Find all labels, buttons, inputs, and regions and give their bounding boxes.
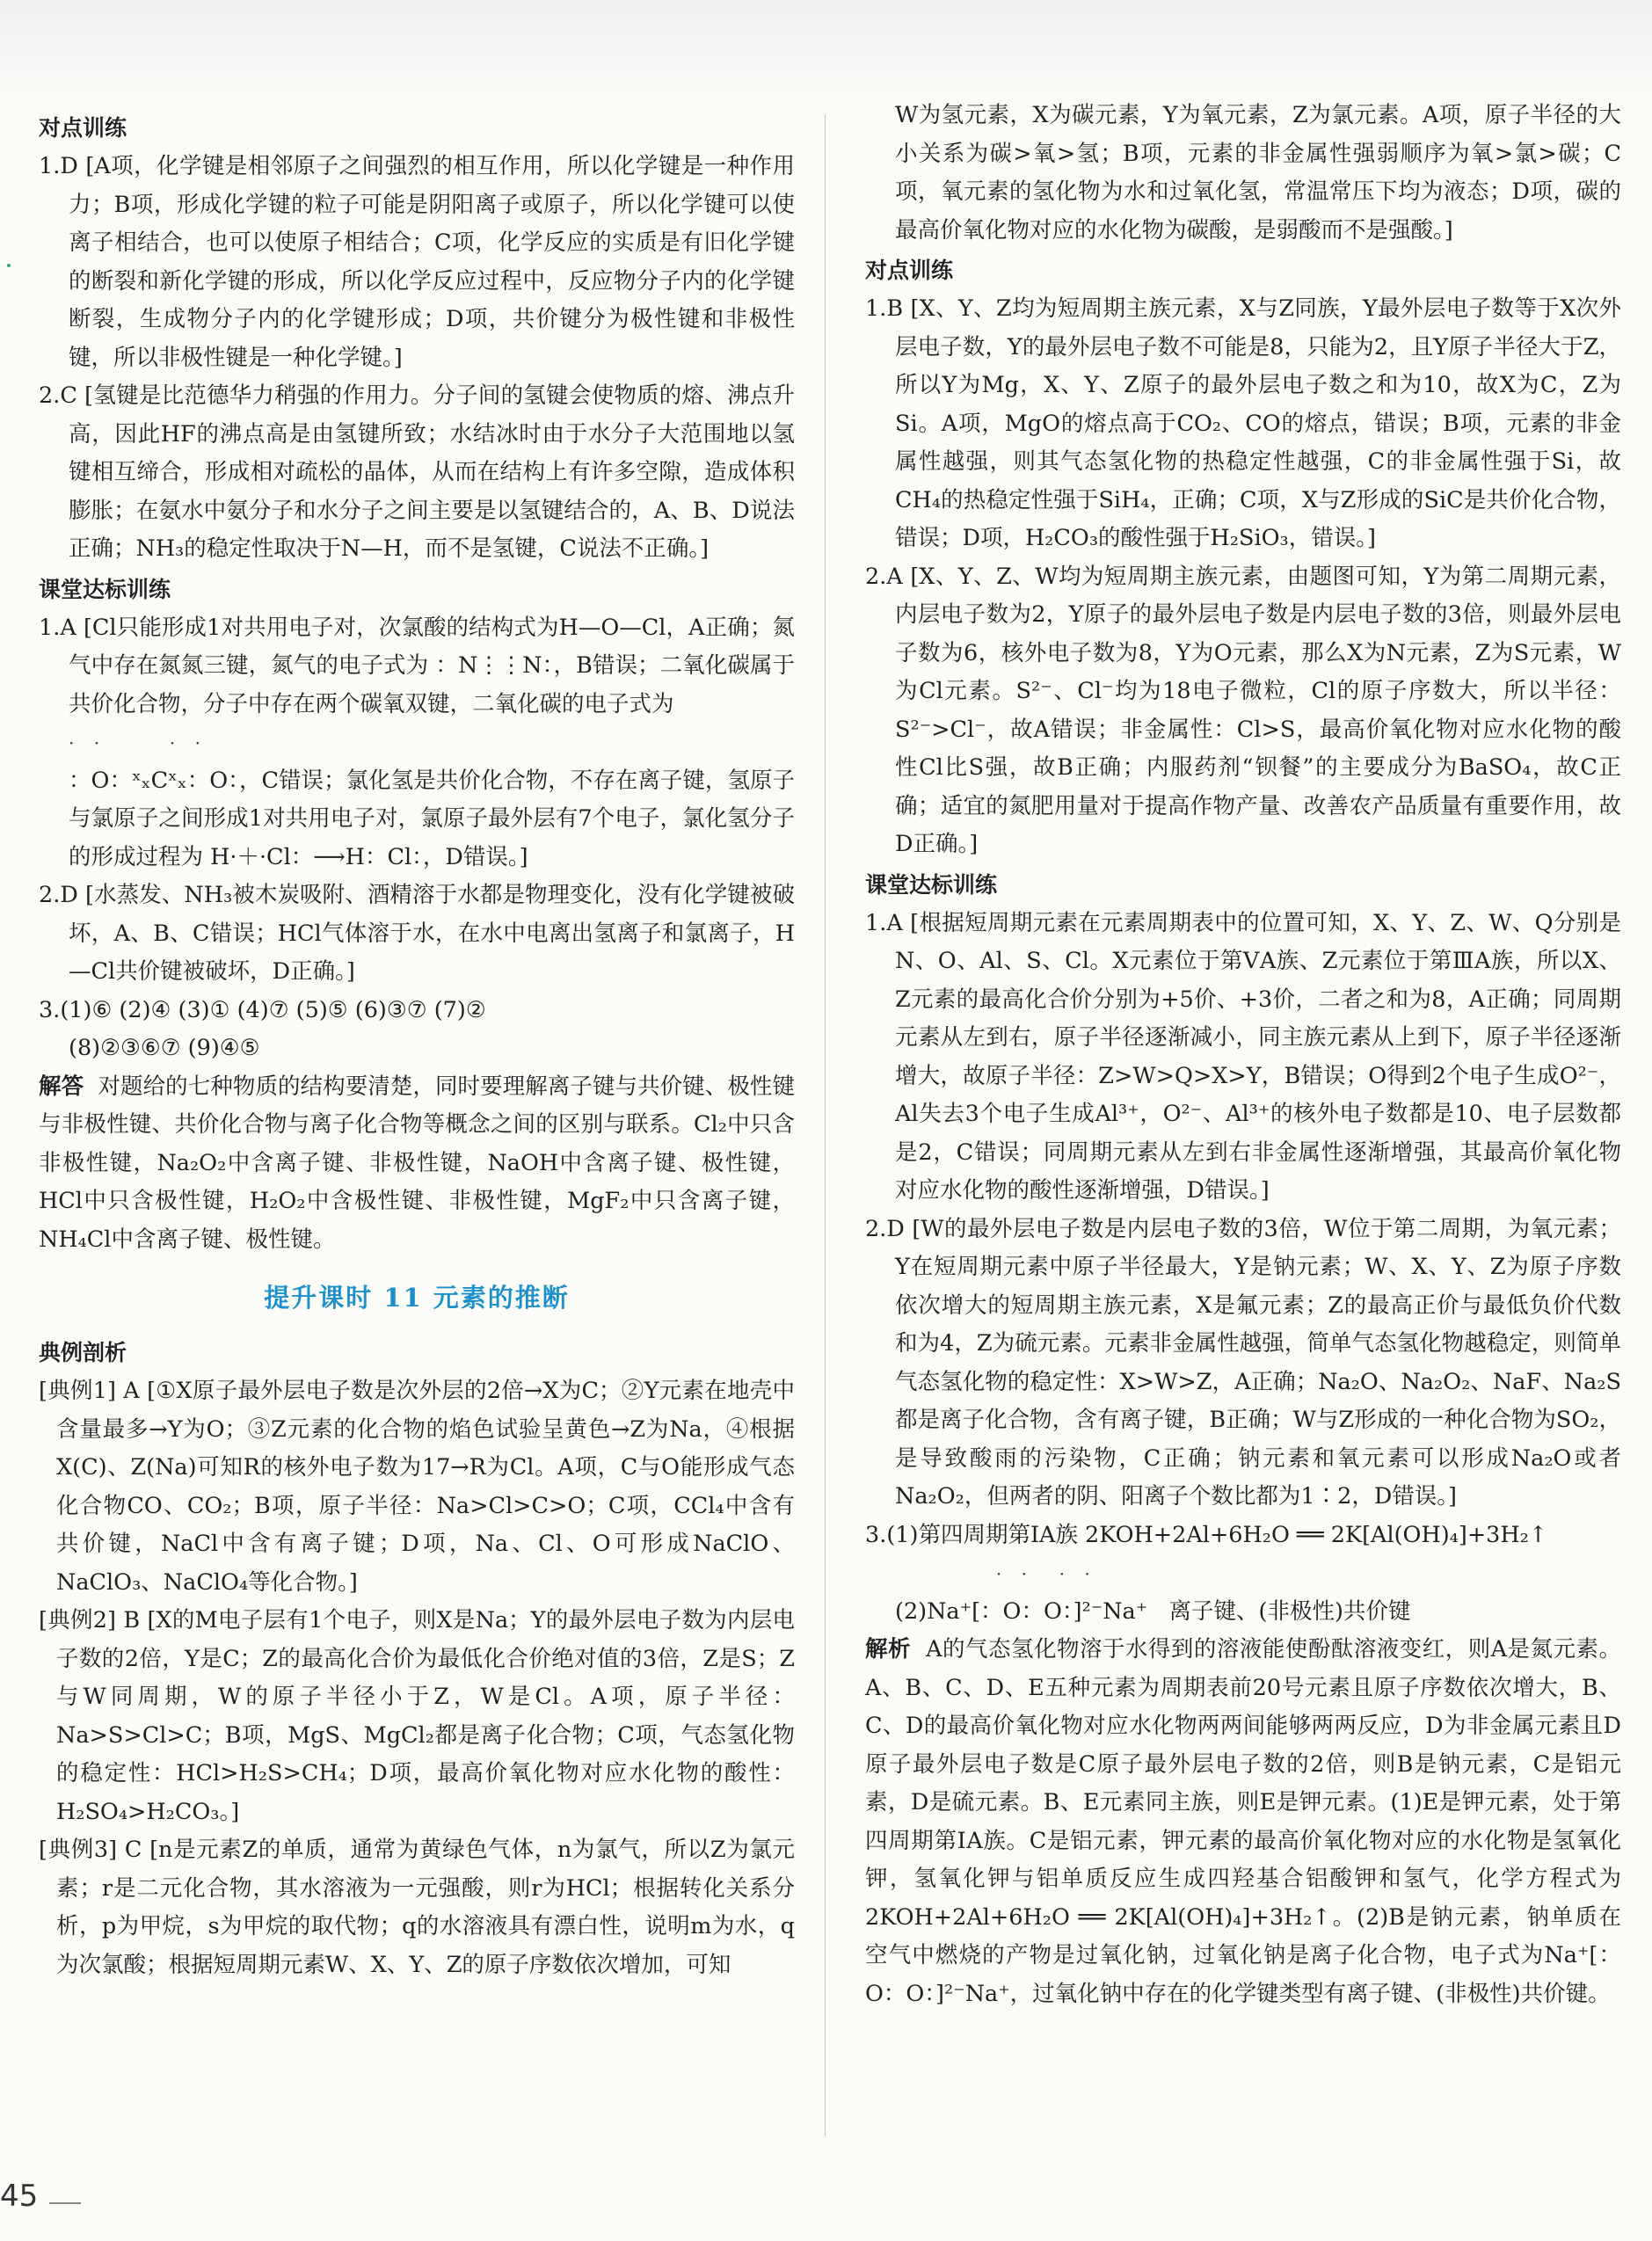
answer-item: 2.C [氢键是比范德华力稍强的作用力。分子间的氢键会使物质的熔、沸点升高，因此HF的沸点高是由氢键所致；水结冰时由于水分子大范围地以氢键相互缔合，形成相对疏松的晶体，从而在结构上有许多空隙，造成体积膨胀；在氨水中氨分子和水分子之间主要是以氢键结合的，A、B、D说法正确；NH₃的稳定性取决于N—H，而不是氢键，C说法不正确。] (39, 382, 795, 562)
na2o2-electron-formula: (2)Na⁺[：O：O：]²⁻Na⁺ (895, 1597, 1148, 1625)
co2-electron-formula: ：O：ˣₓCˣₓ：O： (69, 767, 239, 794)
answer-line: 3.(1)第四周期第ⅠA族 2KOH+2Al+6H₂O ══ 2K[Al(OH)₄]+3H₂↑ (865, 1521, 1548, 1548)
example-item: [典例3] C [n是元素Z的单质，通常为黄绿色气体，n为氯气，所以Z为氯元素；r是二元化合物，其水溶液为一元强酸，则r为HCl；根据转化关系分析，p为甲烷，s为甲烷的取代物；q的水溶液具有漂白性，说明m为水，q为次氯酸；根据短周期元素W、X、Y、Z的原子序数依次增加，可知 (39, 1837, 795, 1978)
page-number: 45 (0, 2179, 39, 2214)
page-top-shade (0, 0, 1652, 97)
answer-item: 1.D [A项，化学键是相邻原子之间强烈的相互作用，所以化学键是一种作用力；B项，形成化学键的粒子可能是阴阳离子或原子，所以化学键可以使离子相结合，也可以使原子相结合；C项，化学反应的实质是有旧化学键的断裂和新化学键的形成，所以化学反应过程中，反应物分子内的化学键断裂，生成物分子内的化学键形成；D项，共价键分为极性键和非极性键，所以非极性键是一种化学键。] (39, 153, 795, 371)
electron-dots: · · · · (895, 1563, 1097, 1584)
answer-text: ，C错误；氯化氢是共价化合物，不存在离子键，氢原子与氯原子之间形成1对共用电子对，氯原子最外层有7个电子，氯化氢分子的形成过程为 H·＋·Cl：⟶H：Cl：，D错误。] (69, 767, 796, 870)
answer-item: 2.A [X、Y、Z、W均为短周期主族元素，由题图可知，Y为第二周期元素，内层电子数为2，Y原子的最外层电子数是内层电子数的3倍，则最外层电子数为6，核外电子数为8，Y为O元素，那么X为N元素，Z为S元素，W为Cl元素。S²⁻、Cl⁻均为18电子微粒，Cl的原子序数大，所以半径：S²⁻>Cl⁻，故A错误；非金属性：Cl>S，最高价氧化物对应水化物的酸性Cl比S强，故B正确；内服药剂“钡餐”的主要成分为BaSO₄，故C正确；适宜的氮肥用量对于提高作物产量、改善农产品质量有重要作用，故D正确。] (865, 563, 1621, 857)
right-column (865, 102, 1621, 2013)
page-number-dash (49, 2202, 81, 2204)
column-divider (825, 114, 826, 2136)
analysis-paragraph (865, 1631, 1621, 2013)
answer-item (39, 609, 795, 877)
analysis-label: 解析 (865, 1636, 911, 1663)
example-item: [典例2] B [X的M电子层有1个电子，则X是Na；Y的最外层电子数为内层电子数的2倍，Y是C；Z的最高化合价为最低化合价绝对值的3倍，Z是S；Z与W同周期，W的原子半径小于Z，W是Cl。A项，原子半径：Na>S>Cl>C；B项，MgS、MgCl₂都是离子化合物；C项，气态氢化物的稳定性：HCl>H₂S>CH₄；D项，最高价氧化物对应水化物的酸性：H₂SO₄>H₂CO₃。] (39, 1607, 795, 1825)
explanation-paragraph (39, 1068, 795, 1260)
section-heading-practice: 对点训练 (39, 115, 127, 141)
left-column (39, 107, 795, 1984)
answer-item: 2.D [W的最外层电子数是内层电子数的3倍，W位于第二周期，为氧元素；Y在短周期元素中原子半径最大，Y是钠元素；W、X、Y、Z为原子序数依次增大的短周期主族元素，X是氟元素；Z的最高正价与最低负价代数和为4，Z为硫元素。元素非金属性越强，简单气态氢化物越稳定，则简单气态氢化物的稳定性：X>W>Z，A正确；Na₂O、Na₂O₂、NaF、Na₂S都是离子化合物，含有离子键，B正确；W与Z形成的一种化合物为SO₂，是导致酸雨的污染物，C正确；钠元素和氧元素可以形成Na₂O或者Na₂O₂，但两者的阴、阳离子个数比都为1∶2，D错误。] (865, 1215, 1621, 1510)
answer-item: 1.B [X、Y、Z均为短周期主族元素，X与Z同族，Y最外层电子数等于X次外层电子数，Y的最外层电子数不可能是8，只能为2，且Y原子半径大于Z，所以Y为Mg，X、Y、Z原子的最外层电子数之和为10，故X为C，Z为Si。A项，MgO的熔点高于CO₂、CO的熔点，错误；B项，元素的非金属性越强，则其气态氢化物的热稳定性越强，C的非金属性强于Si，故CH₄的热稳定性强于SiH₄，正确；C项，X与Z形成的SiC是共价化合物，错误；D项，H₂CO₃的酸性强于H₂SiO₃，错误。] (865, 295, 1621, 551)
section-heading-classroom: 课堂达标训练 (865, 871, 998, 898)
answer-text: 1.A [Cl只能形成1对共用电子对，次氯酸的结构式为H—O—Cl，A正确；氮气中存在氮氮三键，氮气的电子式为 ：N⋮⋮N：，B错误；二氧化碳属于共价化合物，分子中存在两个碳氧双键，二氧化碳的电子式为 (39, 614, 795, 717)
answer-line: 3.(1)⑥ (2)④ (3)① (4)⑦ (5)⑤ (6)③⑦ (7)② (39, 996, 486, 1023)
section-heading-classroom: 课堂达标训练 (39, 576, 171, 602)
lesson-title: 提升课时 11 元素的推断 (264, 1283, 570, 1313)
answer-item (39, 992, 795, 1068)
continued-text: W为氢元素，X为碳元素，Y为氧元素，Z为氯元素。A项，原子半径的大小关系为碳>氧>氢；B项，元素的非金属性强弱顺序为氧>氯>碳；C项，氧元素的氢化物为水和过氧化氢，常温常压下均为液态；D项，碳的最高价氧化物对应的水化物为碳酸，是弱酸而不是强酸。] (895, 102, 1621, 244)
analysis-text: A的气态氢化物溶于水得到的溶液能使酚酞溶液变红，则A是氮元素。A、B、C、D、E五种元素为周期表前20号元素且原子序数依次增大，B、C、D的最高价氧化物对应水化物两两间能够两两反应，D为非金属元素且D原子最外层电子数是C原子最外层电子数的2倍，则B是钠元素，C是铝元素，D是硫元素。B、E元素同主族，则E是钾元素。(1)E是钾元素，处于第四周期第ⅠA族。C是铝元素，钾元素的最高价氧化物对应的水化物是氢氧化钾，氢氧化钾与铝单质反应生成四羟基合铝酸钾和氢气，化学方程式为2KOH+2Al+6H₂O ══ 2K[Al(OH)₄]+3H₂↑。(2)B是钠元素，钠单质在空气中燃烧的产物是过氧化钠，过氧化钠是离子化合物，电子式为Na⁺[：O：O：]²⁻Na⁺，过氧化钠中存在的化学键类型有离子键、(非极性)共价键。 (865, 1636, 1621, 2007)
answer-line: (8)②③⑥⑦ (9)④⑤ (69, 1035, 260, 1061)
example-item: [典例1] A [①X原子最外层电子数是次外层的2倍→X为C；②Y元素在地壳中含量最多→Y为O；③Z元素的化合物的焰色试验呈黄色→Z为Na，④根据X(C)、Z(Na)可知R的核外电子数为17→R为Cl。A项，C与O能形成气态化合物CO、CO₂；B项，原子半径：Na>Cl>C>O；C项，CCl₄中含有共价键，NaCl中含有离子键；D项，Na、Cl、O可形成NaClO、NaClO₃、NaClO₄等化合物。] (39, 1378, 795, 1596)
electron-dots: · · · · (69, 732, 207, 753)
explanation-text: 对题给的七种物质的结构要清楚，同时要理解离子键与共价键、极性键与非极性键、共价化合物与离子化合物等概念之间的区别与联系。Cl₂中只含非极性键，Na₂O₂中含离子键、非极性键，NaOH中含离子键、极性键，HCl中只含极性键，H₂O₂中含极性键、非极性键，MgF₂中只含离子键，NH₄Cl中含离子键、极性键。 (39, 1073, 795, 1253)
bond-type: 离子键、(非极性)共价键 (1168, 1597, 1411, 1625)
section-heading-examples: 典例剖析 (39, 1340, 127, 1365)
section-heading-practice: 对点训练 (865, 258, 954, 283)
answer-item: 2.D [水蒸发、NH₃被木炭吸附、酒精溶于水都是物理变化，没有化学键被破坏，A、B、C错误；HCl气体溶于水，在水中电离出氢离子和氯离子，H—Cl共价键被破坏，D正确。] (39, 882, 795, 985)
answer-item: 1.A [根据短周期元素在元素周期表中的位置可知，X、Y、Z、W、Q分别是N、O、Al、S、Cl。X元素位于第ⅤA族、Z元素位于第ⅢA族，所以X、Z元素的最高化合价分别为+5价、+3价，二者之和为8，A正确；同周期元素从左到右，原子半径逐渐减小，同主族元素从上到下，原子半径逐渐增大，故原子半径：Z>W>Q>X>Y，B错误；O得到2个电子生成O²⁻，Al失去3个电子生成Al³⁺，O²⁻、Al³⁺的核外电子数都是10、电子层数都是2，C错误；同周期元素从左到右非金属性逐渐增强，其最高价氧化物对应水化物的酸性逐渐增强，D错误。] (865, 909, 1621, 1204)
margin-mark (7, 264, 11, 267)
answer-item (865, 1517, 1621, 1632)
explanation-label: 解答 (39, 1073, 84, 1100)
